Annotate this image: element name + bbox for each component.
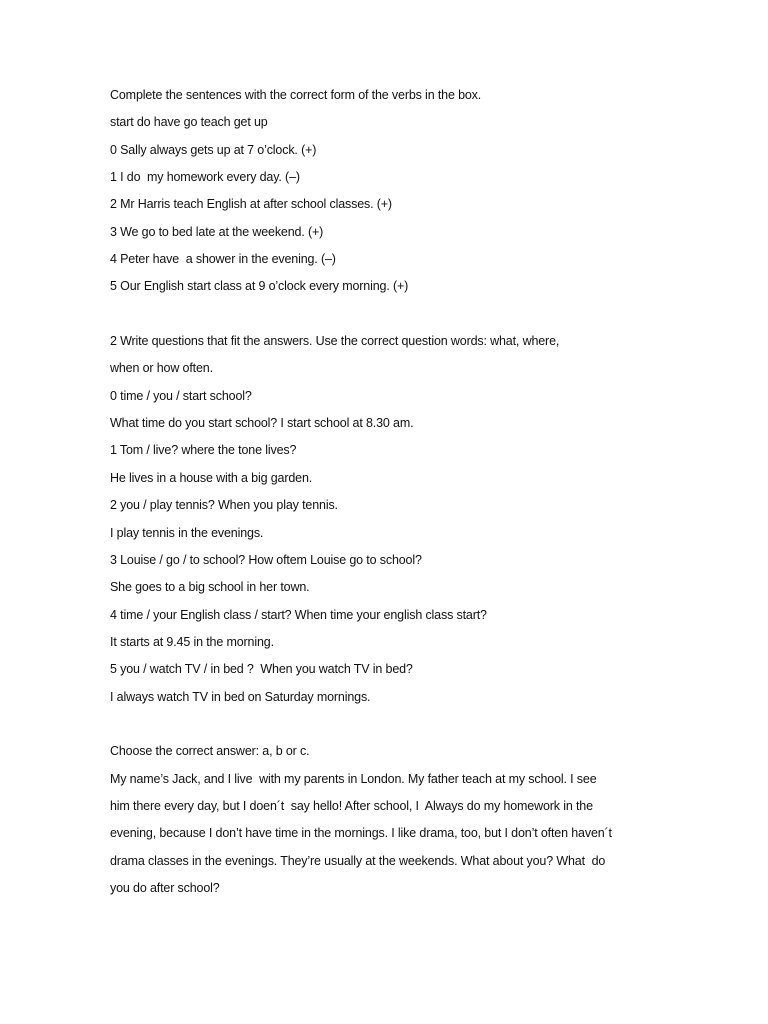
passage-line-2: him there every day, but I doen´t say hello! After school, I Always do my homework in the <box>110 798 593 813</box>
exercise2-prompt-3: 3 Louise / go / to school? How oftem Louise go to school? <box>110 552 422 567</box>
exercise2-answer-0: What time do you start school? I start school at 8.30 am. <box>110 416 414 431</box>
exercise1-item-3: 3 We go to bed late at the weekend. (+) <box>110 224 324 239</box>
exercise2-prompt-5: 5 you / watch TV / in bed ? When you watch TV in bed? <box>110 662 413 677</box>
exercise2-prompt-2: 2 you / play tennis? When you play tennis. <box>110 498 338 513</box>
section2-instruction-line2: when or how often. <box>110 361 213 376</box>
exercise2-prompt-0: 0 time / you / start school? <box>110 388 252 403</box>
worksheet-content <box>110 82 750 902</box>
exercise1-item-4: 4 Peter have a shower in the evening. (–) <box>110 252 336 267</box>
exercise2-answer-5: I always watch TV in bed on Saturday mornings. <box>110 689 371 704</box>
section2-instruction-line1: 2 Write questions that fit the answers. Use the correct question words: what, where, <box>110 334 560 349</box>
exercise1-item-2: 2 Mr Harris teach English at after school classes. (+) <box>110 197 392 212</box>
exercise1-item-5: 5 Our English start class at 9 o’clock every morning. (+) <box>110 279 409 294</box>
exercise1-item-1: 1 I do my homework every day. (–) <box>110 170 300 185</box>
exercise2-prompt-1: 1 Tom / live? where the tone lives? <box>110 443 297 458</box>
section3-instruction: Choose the correct answer: a, b or c. <box>110 744 310 759</box>
exercise2-answer-3: She goes to a big school in her town. <box>110 580 310 595</box>
passage-line-4: drama classes in the evenings. They’re usually at the weekends. What about you? What do <box>110 853 606 868</box>
passage-line-5: you do after school? <box>110 880 220 895</box>
exercise1-item-0: 0 Sally always gets up at 7 o’clock. (+) <box>110 142 317 157</box>
exercise2-answer-4: It starts at 9.45 in the morning. <box>110 634 274 649</box>
section1-instruction: Complete the sentences with the correct form of the verbs in the box. <box>110 88 482 102</box>
exercise2-prompt-4: 4 time / your English class / start? When time your english class start? <box>110 607 487 622</box>
verb-box: start do have go teach get up <box>110 115 268 130</box>
section-spacer <box>110 711 750 738</box>
section-spacer <box>110 301 750 328</box>
exercise2-answer-2: I play tennis in the evenings. <box>110 525 264 540</box>
exercise2-answer-1: He lives in a house with a big garden. <box>110 470 313 485</box>
passage-line-1: My name’s Jack, and I live with my parents in London. My father teach at my school. I see <box>110 771 597 786</box>
passage-line-3: evening, because I don’t have time in the mornings. I like drama, too, but I don’t often haven´t <box>110 826 612 841</box>
